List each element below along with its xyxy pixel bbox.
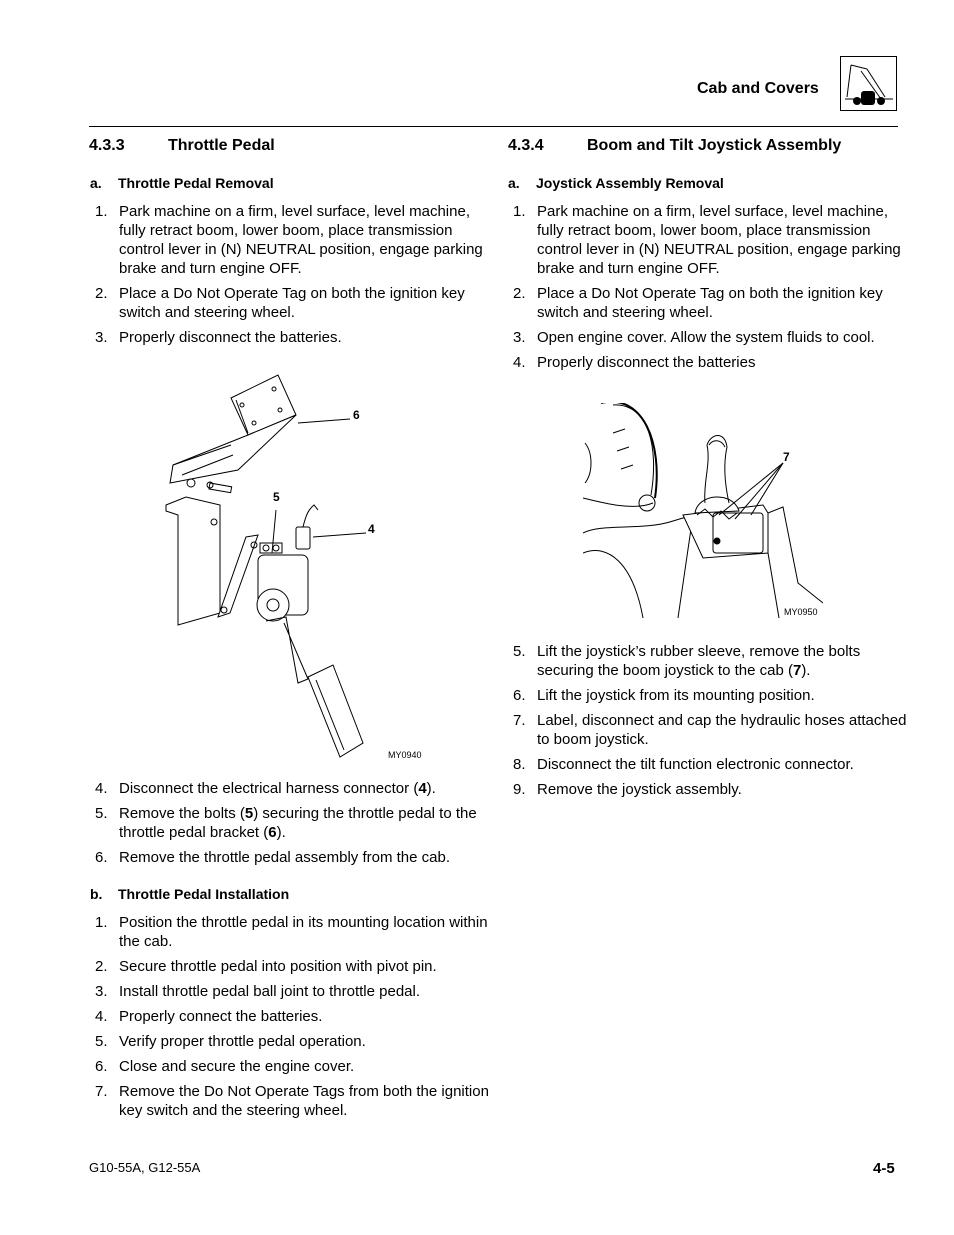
joystick-figure <box>583 403 823 618</box>
section-number: 4.3.4 <box>508 137 544 154</box>
header-rule <box>89 126 898 127</box>
sub-letter: a. <box>90 175 102 191</box>
section-number: 4.3.3 <box>89 137 125 154</box>
list-item: 6. Close and secure the engine cover. <box>95 1058 355 1075</box>
throttle-pedal-figure <box>158 365 438 765</box>
list-item: 5. Lift the joystick’s rubber sleeve, remove the bolts securing the boom joystick to the cab (7). <box>513 643 861 679</box>
subheading-throttle-pedal-removal <box>90 175 274 191</box>
list-item: 1. Park machine on a firm, level surface, level machine, fully retract boom, lower boom, place transmission control lever in (N) NEUTRAL position, engage parking brake and turn engine OFF. <box>513 203 901 277</box>
sub-letter: b. <box>90 886 103 902</box>
list-item: 6. Remove the throttle pedal assembly from the cab. <box>95 849 450 866</box>
list-item: 7. Label, disconnect and cap the hydraulic hoses attached to boom joystick. <box>513 712 907 748</box>
page-number: 4-5 <box>873 1160 895 1177</box>
list-item: 6. Lift the joystick from its mounting position. <box>513 687 815 704</box>
list-item: 2. Secure throttle pedal into position with pivot pin. <box>95 958 437 975</box>
page-header-title: Cab and Covers <box>697 80 819 97</box>
joystick-removal-steps-1 <box>507 202 907 378</box>
throttle-removal-steps-2 <box>89 779 489 873</box>
list-item: 2. Place a Do Not Operate Tag on both the ignition key switch and steering wheel. <box>513 285 883 321</box>
list-item: 5. Remove the bolts (5) securing the throttle pedal to the throttle pedal bracket (6). <box>95 805 477 841</box>
list-item: 1. Position the throttle pedal in its mounting location within the cab. <box>95 914 488 950</box>
sub-letter: a. <box>508 175 520 191</box>
throttle-installation-steps <box>89 913 489 1126</box>
subheading-throttle-pedal-installation <box>90 886 289 902</box>
footer-model: G10-55A, G12-55A <box>89 1160 201 1175</box>
machine-icon <box>840 56 897 111</box>
sub-title: Joystick Assembly Removal <box>536 175 724 191</box>
callout-7: 7 <box>783 450 790 464</box>
list-item: 9. Remove the joystick assembly. <box>513 781 742 798</box>
list-item: 3. Properly disconnect the batteries. <box>95 329 342 346</box>
callout-6: 6 <box>353 408 360 422</box>
section-heading-joystick <box>508 137 841 155</box>
throttle-removal-steps-1 <box>89 202 489 353</box>
callout-5: 5 <box>273 490 280 504</box>
list-item: 4. Disconnect the electrical harness connector (4). <box>95 780 436 797</box>
subheading-joystick-removal <box>508 175 724 191</box>
section-title: Throttle Pedal <box>168 137 275 154</box>
list-item: 3. Open engine cover. Allow the system fluids to cool. <box>513 329 875 346</box>
list-item: 1. Park machine on a firm, level surface, level machine, fully retract boom, lower boom, place transmission control lever in (N) NEUTRAL position, engage parking brake and turn engine OFF. <box>95 203 483 277</box>
list-item: 4. Properly disconnect the batteries <box>513 354 756 371</box>
list-item: 5. Verify proper throttle pedal operation. <box>95 1033 366 1050</box>
section-heading-throttle-pedal <box>89 137 275 155</box>
joystick-removal-steps-2 <box>507 642 907 805</box>
list-item: 8. Disconnect the tilt function electronic connector. <box>513 756 854 773</box>
list-item: 7. Remove the Do Not Operate Tags from both the ignition key switch and the steering wheel. <box>95 1083 489 1119</box>
section-title: Boom and Tilt Joystick Assembly <box>587 137 842 154</box>
list-item: 3. Install throttle pedal ball joint to throttle pedal. <box>95 983 421 1000</box>
callout-4: 4 <box>368 522 375 536</box>
list-item: 2. Place a Do Not Operate Tag on both the ignition key switch and steering wheel. <box>95 285 465 321</box>
sub-title: Throttle Pedal Installation <box>118 886 290 902</box>
list-item: 4. Properly connect the batteries. <box>95 1008 323 1025</box>
sub-title: Throttle Pedal Removal <box>118 175 274 191</box>
figure-id: MY0950 <box>784 607 818 617</box>
figure-id: MY0940 <box>388 750 422 760</box>
